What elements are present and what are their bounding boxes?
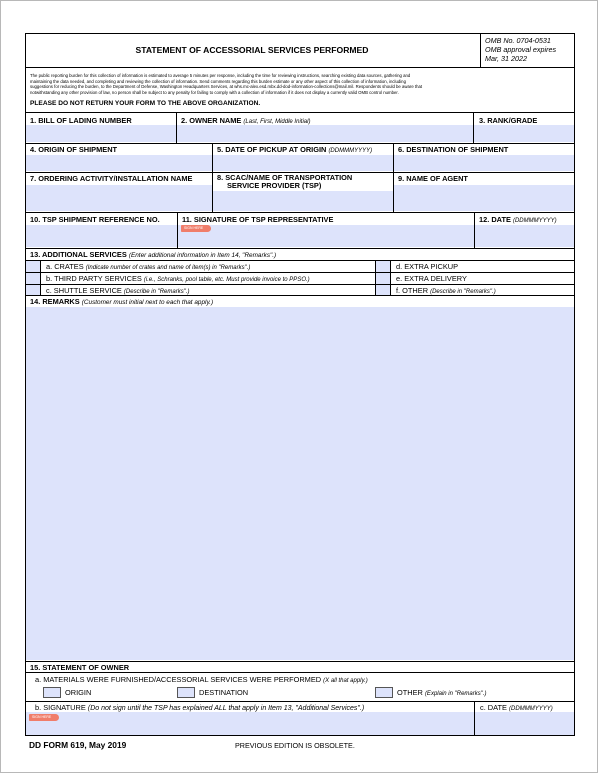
burden-line: The public reporting burden for this collection of information is estimated to average 5 minutes per response, including the time for reviewing instructions, searching existing data sources, gathering and	[30, 73, 411, 78]
omb-expires-date: Mar, 31 2022	[485, 54, 527, 63]
section-13-text: 13. ADDITIONAL SERVICES	[30, 250, 127, 259]
service-b-hint: (i.e., Schranks, pool table, etc. Must provide invoice to PPSO.)	[143, 277, 310, 283]
field-9-label: 9. NAME OF AGENT	[398, 174, 468, 183]
section-13-title	[30, 250, 276, 260]
field-2-text: 2. OWNER NAME	[181, 116, 242, 125]
section-14-title	[30, 297, 213, 307]
destination-of-shipment-input[interactable]	[394, 155, 574, 171]
ordering-activity-input[interactable]	[26, 185, 212, 211]
third-party-checkbox[interactable]	[26, 273, 40, 284]
service-b-label: b. THIRD PARTY SERVICES	[46, 274, 142, 283]
burden-line: notwithstanding any other provision of law, no person shall be subject to any penalty for failing to comply with a collection of information if it does not display a currently valid OMB control number.	[30, 89, 399, 95]
rank-grade-input[interactable]	[474, 125, 574, 142]
origin-label: ORIGIN	[65, 688, 92, 697]
tsp-date-input[interactable]	[475, 225, 574, 247]
tsp-signature-input[interactable]	[178, 225, 474, 247]
section-14-text: 14. REMARKS	[30, 297, 80, 306]
bill-of-lading-input[interactable]	[26, 125, 176, 142]
field-6-label: 6. DESTINATION OF SHIPMENT	[398, 145, 509, 154]
burden-line: suggestions for reducing the burden, to the Department of Defense, Washington Headquarters Services, at whs.mc-alex.esd.mbx.dd-dod-information-collections@mail.mil. Respondents should be aware that	[30, 84, 423, 90]
other-owner-label: OTHER	[397, 688, 423, 697]
owner-a-label: a. MATERIALS WERE FURNISHED/ACCESSORIAL SERVICES WERE PERFORMED	[35, 675, 322, 684]
field-5-text: 5. DATE OF PICKUP AT ORIGIN	[217, 145, 327, 154]
pickup-date-input[interactable]	[213, 155, 393, 171]
owner-b-label: b. SIGNATURE	[35, 703, 86, 712]
other-checkbox[interactable]	[375, 687, 393, 698]
service-c-label: c. SHUTTLE SERVICE	[46, 286, 122, 295]
service-f	[396, 286, 496, 297]
other-owner-hint: (Explain in "Remarks".)	[424, 691, 487, 697]
owner-date-input[interactable]	[475, 712, 574, 735]
owner-b-hint: (Do not sign until the TSP has explained ALL that apply in Item 13, "Additional Services".)	[87, 705, 365, 712]
section-13-hint: (Enter additional information in Item 14, "Remarks".)	[128, 252, 277, 259]
sign-here-tag-icon[interactable]	[181, 225, 211, 232]
footer-edition-note: PREVIOUS EDITION IS OBSOLETE.	[235, 741, 355, 750]
extra-delivery-checkbox[interactable]	[376, 273, 390, 284]
section-14-hint: (Customer must initial next to each that apply.)	[81, 299, 214, 306]
footer-form-id: DD FORM 619, May 2019	[29, 740, 127, 750]
service-a	[46, 262, 250, 273]
owner-c-hint: (DDMMMYYYY)	[509, 706, 553, 712]
destination-checkbox[interactable]	[177, 687, 195, 698]
owner-sign-here-tag-icon[interactable]	[29, 714, 59, 721]
owner-name-input[interactable]	[177, 125, 473, 142]
burden-statement	[30, 73, 570, 95]
field-10-label: 10. TSP SHIPMENT REFERENCE NO.	[30, 215, 160, 224]
owner-a	[35, 675, 368, 686]
service-a-label: a. CRATES	[46, 262, 84, 271]
service-c-hint: (Describe in "Remarks".)	[123, 289, 190, 295]
crates-checkbox[interactable]	[26, 261, 40, 272]
tsp-reference-input[interactable]	[26, 225, 177, 247]
owner-sign-here-text: SIGN HERE	[32, 715, 52, 719]
service-d-label: d. EXTRA PICKUP	[396, 262, 459, 271]
service-f-hint: (Describe in "Remarks".)	[430, 289, 496, 295]
omb-number: OMB No. 0704-0531	[485, 36, 551, 45]
agent-name-input[interactable]	[394, 185, 574, 211]
field-2-hint: (Last, First, Middle Initial)	[243, 119, 311, 125]
field-12-hint: (DDMMMYYYY)	[512, 218, 557, 224]
origin-checkbox[interactable]	[43, 687, 61, 698]
burden-warning: PLEASE DO NOT RETURN YOUR FORM TO THE ABOVE ORGANIZATION.	[30, 100, 261, 107]
service-e-label: e. EXTRA DELIVERY	[396, 274, 467, 283]
shuttle-checkbox[interactable]	[26, 285, 40, 295]
field-8-label-1: 8. SCAC/NAME OF TRANSPORTATION	[217, 173, 353, 182]
other-service-checkbox[interactable]	[376, 285, 390, 295]
field-1-label: 1. BILL OF LADING NUMBER	[30, 116, 132, 125]
owner-a-hint: (X all that apply.)	[323, 678, 368, 684]
service-f-label: f. OTHER	[396, 286, 429, 295]
field-3-label: 3. RANK/GRADE	[479, 116, 538, 125]
service-b	[46, 274, 310, 285]
other-owner	[397, 688, 487, 699]
burden-line: maintaining the data needed, and completing and reviewing the collection of information. Send comments regarding this burden estimate or any other aspect of this collection of information, including	[30, 78, 406, 84]
field-12-text: 12. DATE	[479, 215, 511, 224]
field-5-hint: (DDMMMYYYY)	[328, 148, 373, 154]
field-11-label: 11. SIGNATURE OF TSP REPRESENTATIVE	[182, 215, 334, 224]
owner-signature-input[interactable]	[26, 712, 474, 735]
omb-expires-label: OMB approval expires	[485, 45, 557, 54]
section-15-title: 15. STATEMENT OF OWNER	[30, 663, 130, 672]
service-c	[46, 286, 190, 297]
destination-label: DESTINATION	[199, 688, 249, 697]
field-8-label-2: SERVICE PROVIDER (TSP)	[227, 181, 322, 190]
form-title: STATEMENT OF ACCESSORIAL SERVICES PERFORMED	[135, 45, 369, 55]
sign-here-text: SIGN HERE	[184, 226, 204, 230]
extra-pickup-checkbox[interactable]	[376, 261, 390, 272]
remarks-textarea[interactable]	[26, 307, 574, 660]
field-7-label: 7. ORDERING ACTIVITY/INSTALLATION NAME	[30, 174, 193, 183]
field-4-label: 4. ORIGIN OF SHIPMENT	[30, 145, 118, 154]
origin-of-shipment-input[interactable]	[26, 155, 212, 171]
service-a-hint: (Indicate number of crates and name of item(s) in "Remarks".)	[85, 265, 251, 271]
scac-tsp-input[interactable]	[213, 191, 393, 211]
owner-c-label: c. DATE	[480, 703, 507, 712]
